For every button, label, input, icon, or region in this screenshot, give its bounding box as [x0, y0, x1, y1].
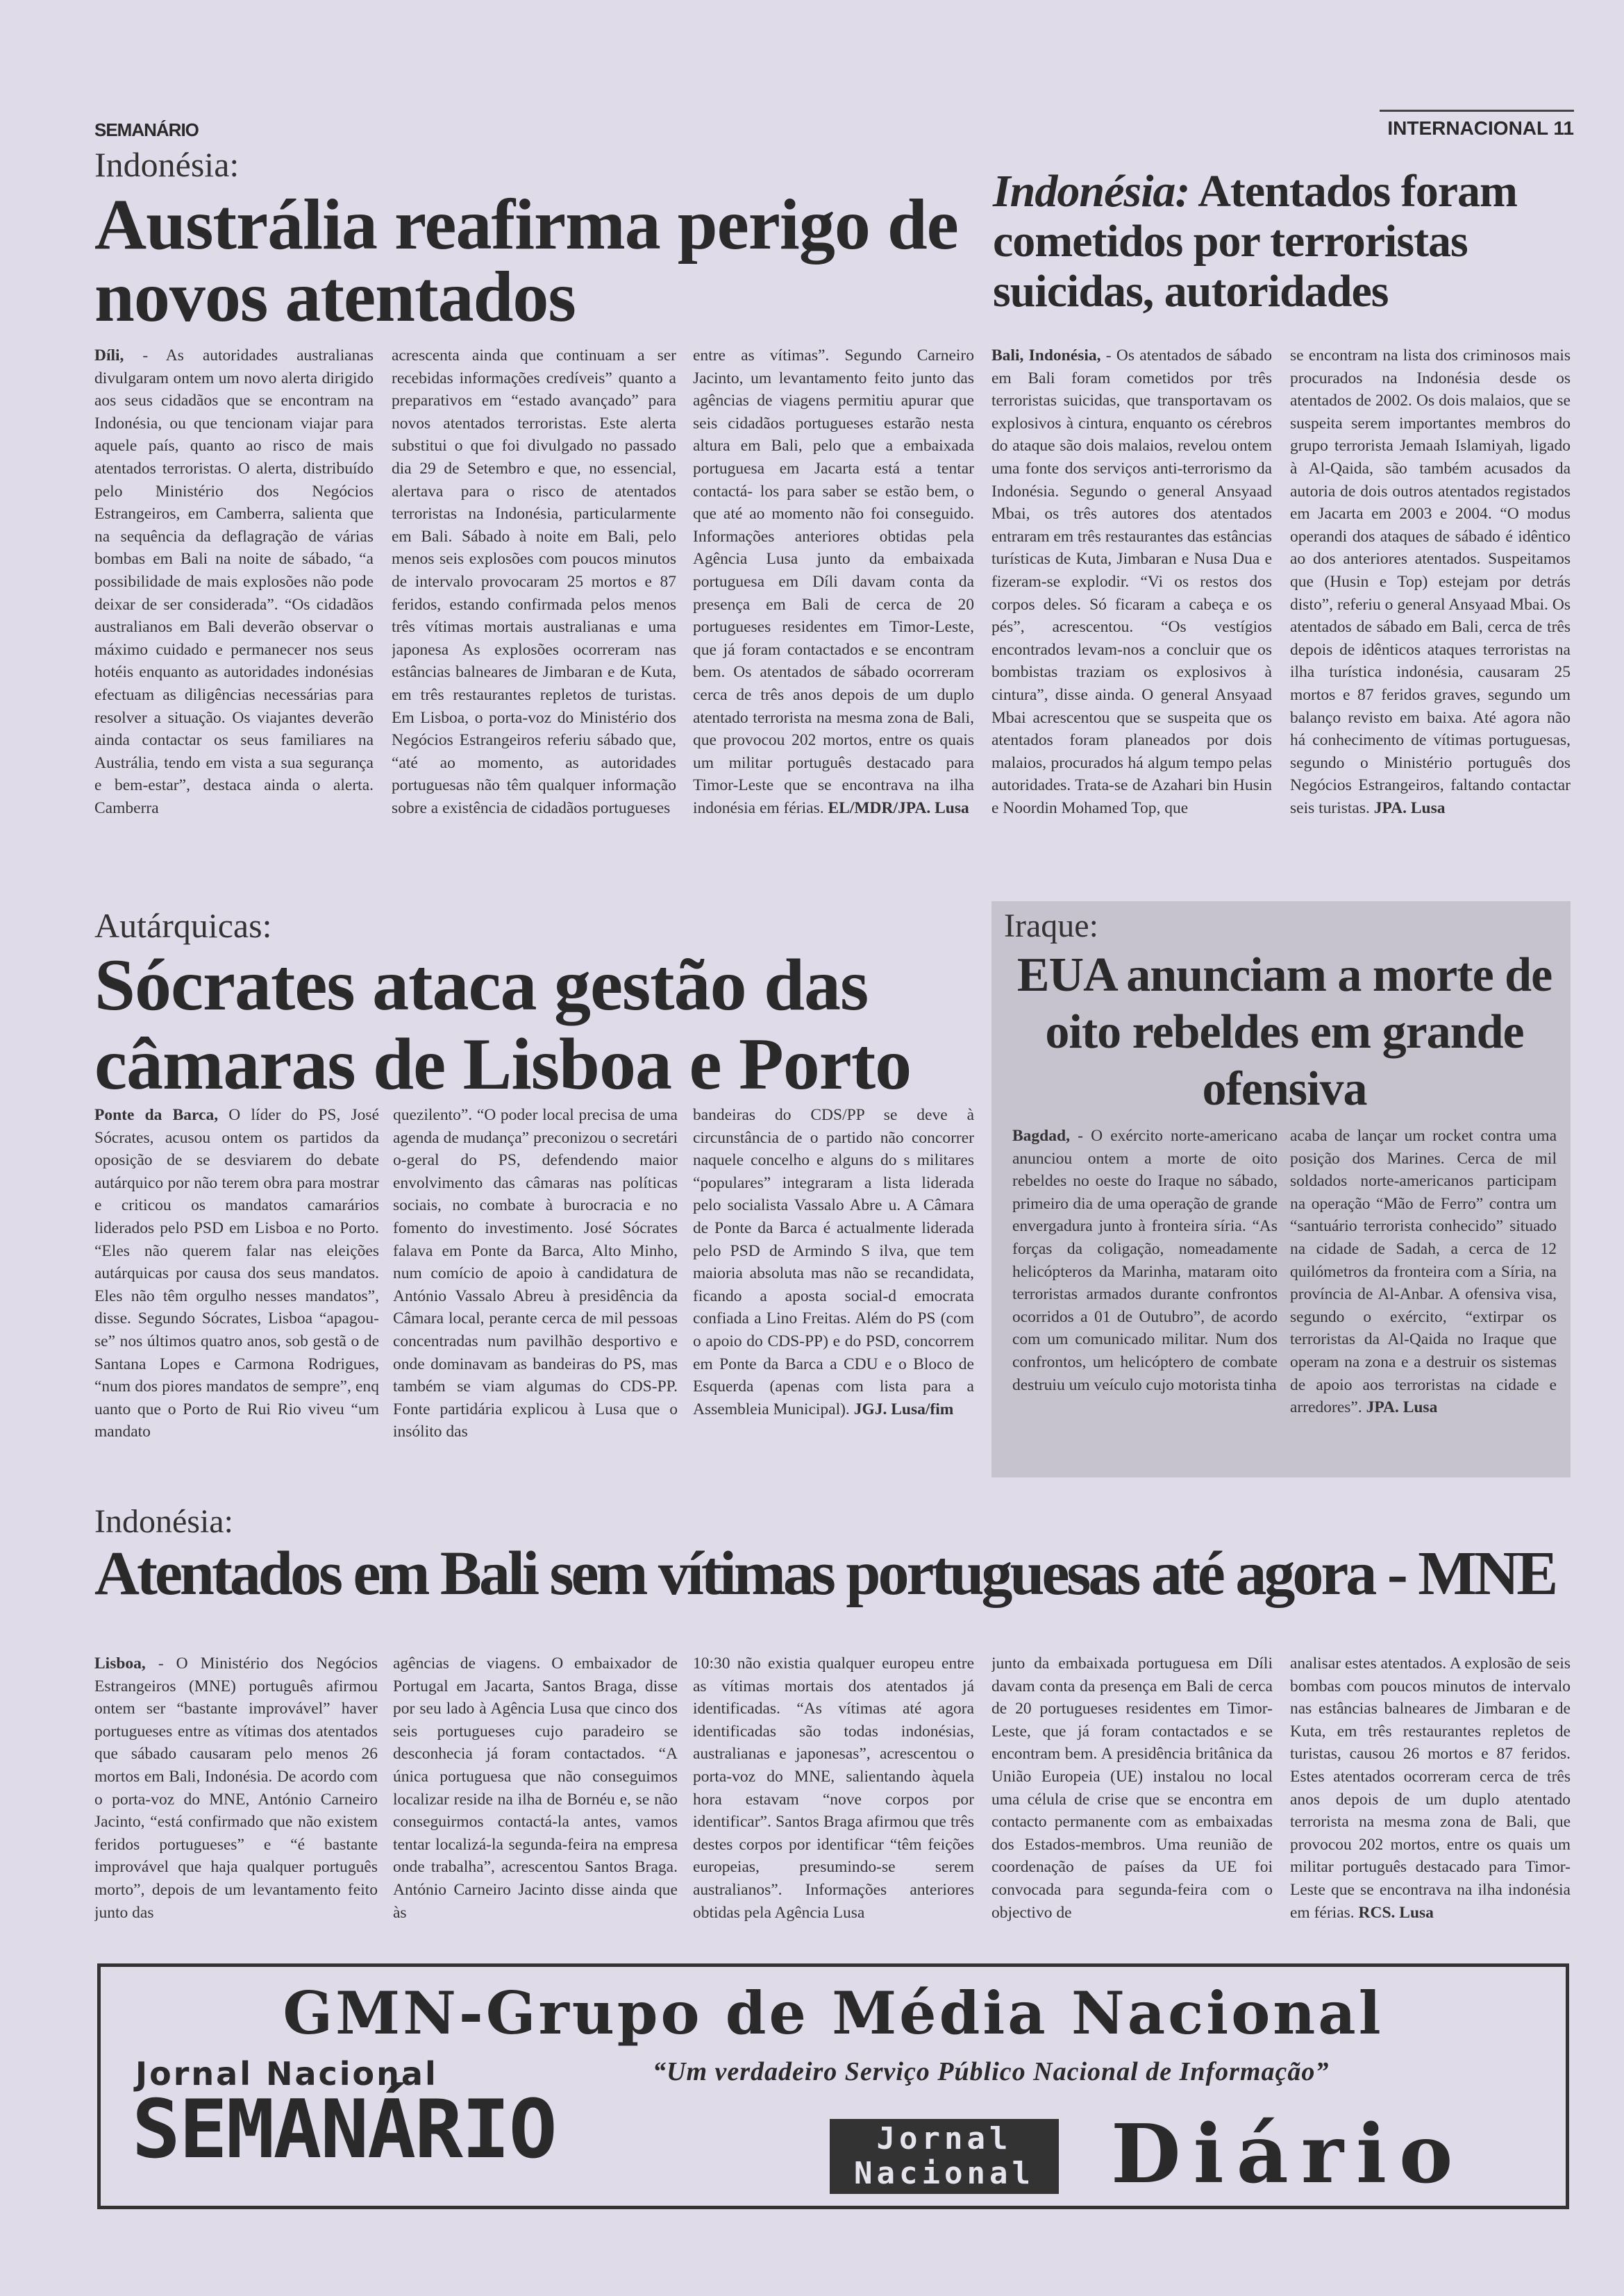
article5-col5 — [1290, 1652, 1571, 1958]
article2-headline-block — [993, 167, 1576, 317]
article3-signature: JGJ. Lusa/fim — [853, 1400, 954, 1418]
article5-col3: 10:30 não existia qualquer europeu entre as vítimas mortais dos atentados já identificadas. “As vítimas até agora identificadas são todas indonésias, australianas e japonesas”, acrescentou o porta-voz do MNE, salientando àquela hora estavam “nove corpos por identificar”. Santos Braga afirmou que três destes corpos por identificar “têm feições europeias, presumindo-se serem australianos”. Informações anteriores obtidas pela Agência Lusa — [693, 1654, 974, 1922]
article2-col2 — [1290, 344, 1571, 900]
article4-col2 — [1290, 1125, 1557, 1472]
article3-dateline: Ponte da Barca, — [94, 1106, 219, 1124]
article4-headline: EUA anunciam a morte de oito rebeldes em grande ofensiva — [1016, 948, 1552, 1116]
article2-col1 — [991, 344, 1272, 900]
article1-dateline: Díli, — [94, 346, 124, 364]
article2-col2-text: se encontram na lista dos criminosos mais procurados na Indonésia desde os atentados de 2002. Os dois malaios, que se suspeita serem importantes membros do grupo terrorista Jemaah Islamiyah, ligado à Al-Qaida, são também acusados da autoria de dois outros atentados registados em Jacarta em 2003 e 2004. “O modus operandi dos ataques de sábado é idêntico ao dos anteriores atentados. Suspeitamos que (Husin e Top) estejam por detrás disto”, referiu o general Ansyaad Mbai. Os atentados de sábado em Bali, cerca de três depois de idênticos ataques terroristas na ilha turística indonésia, causaram 25 mortos e 87 feridos graves, segundo um balanço revisto em baixa. Até agora não há conhecimento de vítimas portuguesas, segundo o Ministério português dos Negócios Estrangeiros, faltando contactar seis turistas. — [1290, 346, 1571, 817]
article2-signature: JPA. Lusa — [1373, 798, 1446, 817]
article3-col1-text: O líder do PS, José Sócrates, acusou ontem os partidos da oposição de se desviarem do debate autárquico por não terem obra para mostrar e criticou os mandatos camarários liderados pelo PSD em Lisboa e no Porto. “Eles não querem falar nas eleições autárquicas por causa dos seus mandatos. Eles não têm orgulho nesses mandatos”, disse. Segundo Sócrates, Lisboa “apagou-se” nos últimos quatro anos, sob gestã o de Santana Lopes e Carmona Rodrigues, “num dos piores mandatos de sempre”, enq uanto que o Porto de Rui Rio viveu “um mandato — [94, 1106, 379, 1441]
article1-col1-text: - As autoridades australianas divulgaram ontem um novo alerta dirigido aos seus cidadãos que se encontram na Indonésia, ou que tencionam viajar para aquele país, quanto ao risco de mais atentados terroristas. O alerta, distribuído pelo Ministério dos Negócios Estrangeiros, em Camberra, salienta que na sequência da deflagração de várias bombas em Bali na noite de sábado, “a possibilidade de mais explosões não pode deixar de ser considerada”. “Os cidadãos australianos em Bali deverão observar o máximo cuidado e permanecer nos seus hotéis enquanto as autoridades indonésias efectuam as diligências necessárias para resolver a situação. Os viajantes deverão ainda contactar os seus familiares na Austrália, tendo em vista a sua segurança e bem-estar”, destaca ainda o alerta. Camberra — [94, 346, 374, 817]
article1-col1 — [94, 344, 374, 900]
article3-col3-text: bandeiras do CDS/PP se deve à circunstância de o partido não concorrer naquele concelho e alguns do s militares “populares” integraram a lista liderada pelo socialista Vassalo Abre u. A Câmara de Ponte da Barca é actualmente liderada pelo PSD de Armindo S ilva, que tem maioria absoluta mas não se recandidata, ficando a aposta social-d emocrata confiada a Lino Freitas. Além do PS (com o apoio do CDS-PP) e do PSD, concorrem em Ponte da Barca a CDU e o Bloco de Esquerda (apenas com lista para a Assembleia Municipal). — [693, 1106, 974, 1418]
newspaper-name: SEMANÁRIO — [94, 119, 199, 140]
article4-col1-text: - O exército norte-americano anunciou ontem a morte de oito rebeldes no oeste do Iraque no sábado, primeiro dia de uma operação de grande envergadura junto à fronteira síria. “As forças da coligação, nomeadamente helicópteros da Marinha, mataram oito terroristas armados durante confrontos ocorridos a 01 de Outubro”, de acordo com um comunicado militar. Num dos confrontos, um helicóptero de combate destruiu um veículo cujo motorista tinha — [1012, 1127, 1278, 1394]
article4-col1 — [1012, 1125, 1278, 1472]
jn-box-line1: Jornal — [876, 2121, 1012, 2156]
article2-dateline: Bali, Indonésia, — [991, 346, 1101, 364]
article2-headline: Atentados foram cometidos por terroristas suicidas, autoridades — [993, 166, 1518, 317]
jn-box-line2: Nacional — [854, 2156, 1035, 2191]
article1-col3-text: entre as vítimas”. Segundo Carneiro Jacinto, um levantamento feito junto das agências de viagens permitiu apurar que seis cidadãos portugueses estarão nesta altura em Bali, pelo que a embaixada portuguesa em Jacarta está a tentar contactá- los para saber se estão bem, o que até ao momento não foi conseguido. Informações anteriores obtidas pela Agência Lusa junto da embaixada portuguesa em Díli davam conta da presença em Bali de cerca de 20 portugueses residentes em Timor-Leste, que já foram contactados e se encontram bem. Os atentados de sábado ocorreram cerca de três anos depois de um duplo atentado terrorista na mesma zona de Bali, que provocou 202 mortos, entre os quais um militar português destacado para Timor-Leste que se encontrava na ilha indonésia em férias. — [693, 346, 974, 817]
article3-col3 — [693, 1104, 974, 1493]
article4-signature: JPA. Lusa — [1366, 1398, 1438, 1417]
article1-signature: EL/MDR/JPA. Lusa — [828, 798, 969, 817]
article1-headline: Austrália reafirma perigo de novos atentados — [94, 185, 958, 337]
article1-kicker: Indonésia: — [94, 145, 240, 184]
article1-col2: acrescenta ainda que continuam a ser recebidas informações credíveis” quanto a preparativos em “estado avançado” para novos atentados terroristas. Este alerta substitui o que foi divulgado no passado dia 29 de Setembro e que, no essencial, alertava para o risco de atentados terroristas na Indonésia, particularmente em Bali. Sábado à noite em Bali, pelo menos seis explosões com poucos minutos de intervalo provocaram 25 mortos e 87 feridos, estando confirmada pelos menos três vítimas mortais australianas e uma japonesa As explosões ocorreram nas estâncias balneares de Jimbaran e de Kuta, em três restaurantes repletos de turistas. Em Lisboa, o porta-voz do Ministério dos Negócios Estrangeiros referiu sábado que, “até ao momento, as autoridades portuguesas não têm qualquer informação sobre a existência de cidadãos portugueses — [392, 346, 676, 817]
article5-headline: Atentados em Bali sem vítimas portuguesas até agora - MNE — [94, 1539, 1556, 1608]
article1-col3 — [693, 344, 974, 900]
jornal-nacional-label: Jornal Nacional — [135, 2055, 438, 2093]
section-page-label: INTERNACIONAL 11 — [1380, 110, 1574, 140]
article2-col1-text: - Os atentados de sábado em Bali foram cometidos por três terroristas suicidas, que transportavam os explosivos à cintura, enquanto os cérebros do ataque são dois malaios, revelou ontem uma fonte dos serviços anti-terrorismo da Indonésia. Segundo o general Ansyaad Mbai, os três autores dos atentados entraram em três restaurantes das estâncias turísticas de Kuta, Jimbaran e Nusa Dua e fizeram-se explodir. “Vi os restos dos corpos deles. Só ficaram a cabeça e os pés”, acrescentou. “Os vestígios encontrados levam-nos a concluir que os bombistas traziam os explosivos à cintura”, disse ainda. O general Ansyaad Mbai acrescentou que se suspeita que os atentados foram planeados por dois malaios, procurados há algum tempo pelas autoridades. Trata-se de Azahari bin Husin e Noordin Mohamed Top, que — [991, 346, 1272, 817]
article3-headline: Sócrates ataca gestão das câmaras de Lisboa e Porto — [94, 944, 912, 1105]
article4-dateline: Bagdad, — [1012, 1127, 1070, 1145]
article5-kicker: Indonésia: — [94, 1503, 233, 1540]
article5-col2: agências de viagens. O embaixador de Portugal em Jacarta, Santos Braga, disse por seu lado à Agência Lusa que cinco dos seis portugueses cujo paradeiro se desconhecia já foram contactados. “A única portuguesa que não conseguimos localizar reside na ilha de Bornéu e, se não conseguirmos contactá-la antes, vamos tentar localizá-la segunda-feira na empresa onde trabalha”, acrescentou Santos Braga. António Carneiro Jacinto disse ainda que às — [393, 1654, 678, 1922]
article5-col1-text: - O Ministério dos Negócios Estrangeiros (MNE) português afirmou ontem ser “bastante improvável” haver portugueses entre as vítimas dos atentados que sábado causaram pelo menos 26 mortos em Bali, Indonésia. De acordo com o porta-voz do MNE, António Carneiro Jacinto, “está confirmado que não existem feridos portugueses” e “é bastante improvável que haja qualquer português morto”, depois de um levantamento feito junto das — [94, 1654, 378, 1922]
gmn-slogan: “Um verdadeiro Serviço Público Nacional de Informação” — [653, 2057, 1330, 2086]
article5-signature: RCS. Lusa — [1358, 1903, 1434, 1922]
article3-col1 — [94, 1104, 379, 1493]
article5-dateline: Lisboa, — [94, 1654, 146, 1673]
gmn-group-title: GMN-Grupo de Média Nacional — [283, 1979, 1384, 2047]
article5-col5-text: analisar estes atentados. A explosão de seis bombas com poucos minutos de intervalo nas estâncias balneares de Jimbaran e de Kuta, em três restaurantes repletos de turistas, causou 26 mortos e 87 feridos. Estes atentados ocorreram cerca de três anos depois de um duplo atentado terrorista na mesma zona de Bali, que provocou 202 mortos, entre os quais um militar português destacado para Timor- Leste que se encontrava na ilha indonésia em férias. — [1290, 1654, 1571, 1922]
article2-kicker: Indonésia: — [993, 166, 1190, 217]
diario-logo: Diário — [1111, 2107, 1466, 2202]
article5-col1 — [94, 1652, 378, 1958]
article3-col2: quezilento”. “O poder local precisa de uma agenda de mudança” preconizou o secretári o-geral do PS, defendendo maior envolvimento das câmaras nas políticas sociais, no combate à burocracia e no fomento do investimento. José Sócrates falava em Ponte da Barca, Alto Minho, num comício de apoio à candidatura de António Vassalo Abreu à presidência da Câmara local, perante cerca de mil pessoas concentradas num pavilhão desportivo e onde dominavam as bandeiras do PS, mas também se viam algumas do CDS-PP. Fonte partidária explicou à Lusa que o insólito das — [393, 1106, 678, 1441]
semanario-logo: SEMANÁRIO — [132, 2083, 556, 2177]
article3-kicker: Autárquicas: — [94, 906, 272, 945]
article4-kicker: Iraque: — [1004, 907, 1098, 944]
jornal-nacional-box-logo — [830, 2119, 1059, 2194]
article5-col4: junto da embaixada portuguesa em Díli davam conta da presença em Bali de cerca de 20 portugueses residentes em Timor-Leste, que já foram contactados e se encontram bem. A presidência britânica da União Europeia (UE) instalou no local uma célula de crise que se encontra em contacto permanente com as embaixadas dos Estados-membros. Uma reunião de coordenação de países da UE foi convocada para segunda-feira com o objectivo de — [991, 1654, 1273, 1922]
article4-col2-text: acaba de lançar um rocket contra uma posição dos Marines. Cerca de mil soldados norte-americanos participam na operação “Mão de Ferro” contra um “santuário terrorista conhecido” situado na cidade de Sadah, a cerca de 12 quilómetros da fronteira com a Síria, na província de Al-Anbar. A ofensiva visa, segundo o exército, “extirpar os terroristas da Al-Qaida no Iraque que operam na zona e a destruir os sistemas de apoio aos terroristas na cidade e arredores”. — [1290, 1127, 1557, 1417]
